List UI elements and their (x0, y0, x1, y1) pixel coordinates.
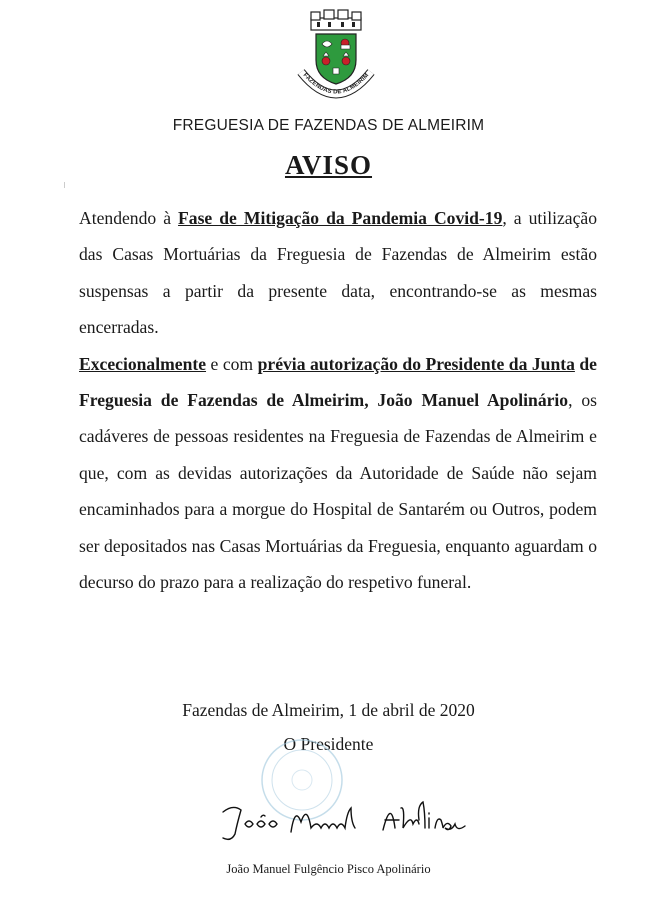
organization-name: FREGUESIA DE FAZENDAS DE ALMEIRIM (172, 117, 485, 134)
paragraph-exception (79, 346, 597, 601)
handwritten-signature (215, 798, 475, 846)
paragraph-suspension (79, 200, 597, 346)
notice-title: AVISO (284, 150, 373, 180)
p2-authorization: prévia autorização do Presidente da Junta (257, 353, 575, 374)
crest-motto: FAZENDAS DE ALMEIRIM (301, 72, 371, 96)
p1-lead: Atendendo à (79, 208, 179, 228)
p2-exceptionally: Excecionalmente (79, 353, 207, 374)
signatory-full-name: João Manuel Fulgêncio Pisco Apolinário (226, 862, 431, 876)
p1-rest: , a utilização das Casas Mortuárias da Freguesia de Fazendas de Almeirim estão suspensas a partir da presente data, encontrando-se as mesmas encerradas. (79, 208, 597, 338)
scan-mark (64, 182, 65, 188)
signatory-role: O Presidente (283, 734, 374, 754)
notice-body (79, 200, 597, 600)
p1-phase: Fase de Mitigação da Pandemia Covid-19 (178, 208, 503, 228)
p2-president-name: de Freguesia de Fazendas de Almeirim, João Manuel Apolinário (79, 353, 597, 411)
p2-and-with: e com (206, 353, 258, 374)
p2-rest: , os cadáveres de pessoas residentes na Freguesia de Fazendas de Almeirim e que, com as devidas autorizações da Autoridade de Saúde não sejam encaminhados para a morgue do Hospital de Santarém ou Outros, podem ser depositados nas Casas Mortuárias da Freguesia, enquanto aguardam o decurso do prazo para a realização do respetivo funeral. (79, 390, 597, 593)
coat-of-arms-logo (293, 8, 379, 108)
place-and-date: Fazendas de Almeirim, 1 de abril de 2020 (182, 700, 475, 720)
